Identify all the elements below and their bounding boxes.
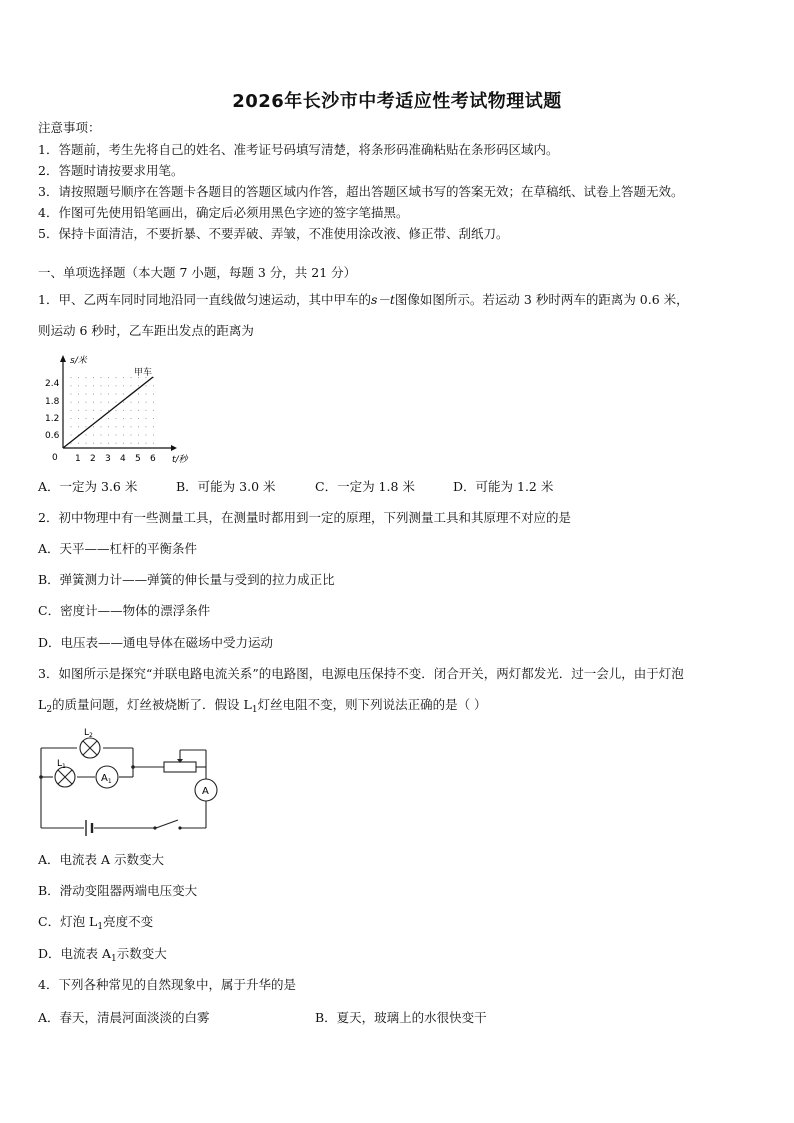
q3-text: 灯丝电阻不变，则下列说法正确的是（ ） [257,697,487,712]
switch-contact [153,826,156,829]
question-2-stem: 2．初中物理中有一些测量工具，在测量时都用到一定的原理，下列测量工具和其原理不对应的是 [38,510,571,525]
l1-label-sub: 1 [62,763,66,770]
note-item: 1．答题前，考生先将自己的姓名、准考证号码填写清楚，将条形码准确粘贴在条形码区域内。 [38,142,559,157]
q3-opt-text: C．灯泡 L [38,914,98,929]
q2-option-d: D．电压表——通电导体在磁场中受力运动 [38,635,274,650]
y-tick-label: 0.6 [45,431,60,441]
note-item: 4．作图可先使用铅笔画出，确定后必须用黑色字迹的签字笔描黑。 [38,205,409,220]
q4-option-a: A．春天，清晨河面淡淡的白雾 [38,1010,210,1025]
question-3-stem-line1: 3．如图所示是探究“并联电路电流关系”的电路图，电源电压保持不变．闭合开关，两灯都发光．过一会儿，由于灯泡 [38,666,684,681]
question-1-stem-line2: 则运动 6 秒时，乙车距出发点的距离为 [38,323,254,338]
switch-contact [178,826,181,829]
l1-label [57,759,66,770]
l2-label-sub: 2 [89,732,93,739]
y-axis-arrow [60,355,66,362]
q3-text: 的质量问题，灯丝被烧断了．假设 L [52,697,252,712]
q1-st-symbol: s－t [370,292,395,307]
a1-label [101,773,112,785]
x-tick-label: 1 [75,454,81,464]
x-axis-arrow [171,445,177,451]
junction-dot [131,765,135,769]
q1-option-a: A．一定为 3.6 米 [38,479,138,494]
question-3-stem-line2 [38,697,487,718]
q3-option-d [38,946,167,967]
rheostat-body [164,762,196,772]
section-heading: 一、单项选择题（本大题 7 小题，每题 3 分，共 21 分） [38,265,357,280]
x-tick-label: 2 [90,454,96,464]
q1-option-c: C．一定为 1.8 米 [315,479,415,494]
a-label: A [202,786,209,797]
note-item: 3．请按照题号顺序在答题卡各题目的答题区域内作答，超出答题区域书写的答案无效；在草稿纸、试卷上答题无效。 [38,184,684,199]
q4-option-b: B．夏天，玻璃上的水很快变干 [315,1010,487,1025]
q3-opt-subscript: 1 [97,922,104,932]
y-tick-label: 2.4 [45,379,60,389]
a1-label-sub: 1 [107,778,112,785]
q2-option-a: A．天平——杠杆的平衡条件 [38,541,198,556]
q2-option-c: C．密度计——物体的漂浮条件 [38,603,211,618]
a1-label-text: A [101,773,108,784]
q2-option-b: B．弹簧测力计——弹簧的伸长量与受到的拉力成正比 [38,572,335,587]
q1-option-d: D．可能为 1.2 米 [453,479,554,494]
switch-lever [156,820,178,828]
q3-opt-text: 亮度不变 [103,914,154,929]
x-tick-label: 5 [135,454,141,464]
y-tick-label: 1.8 [45,397,60,407]
y-axis-label: s/米 [70,356,87,366]
q1-stem-part: 1．甲、乙两车同时同地沿同一直线做匀速运动，其中甲车的 [38,292,371,307]
q3-opt-subscript: 1 [111,954,117,964]
st-graph [40,352,200,468]
question-4-stem: 4．下列各种常见的自然现象中，属于升华的是 [38,977,296,992]
q3-option-c [38,914,153,935]
l2-label-text: L [84,728,90,738]
note-item: 5．保持卡面清洁，不要折暴、不要弄破、弄皱，不准使用涂改液、修正带、刮纸刀。 [38,226,509,241]
notes-header: 注意事项： [38,120,101,135]
l2-label [84,728,93,739]
q3-subscript: 2 [46,705,53,715]
circuit-diagram [36,724,220,836]
x-axis-label: t/秒 [172,455,188,465]
note-item: 2．答题时请按要求用笔。 [38,163,184,178]
q3-text: L [38,697,47,712]
q3-opt-text: D．电流表 A [38,946,112,961]
x-tick-label: 6 [150,454,156,464]
x-tick-label: 4 [120,454,126,464]
junction-dot [39,775,43,779]
origin-label: 0 [52,453,58,463]
line-label: 甲车 [134,368,153,378]
q3-option-b: B．滑动变阻器两端电压变大 [38,883,198,898]
q3-subscript: 1 [251,705,258,715]
q3-option-a: A．电流表 A 示数变大 [38,852,165,867]
y-tick-label: 1.2 [45,414,60,424]
l1-label-text: L [57,759,63,769]
q1-stem-part: 图像如图所示。若运动 3 秒时两车的距离为 0.6 米， [394,292,689,307]
x-tick-label: 3 [105,454,111,464]
question-1-stem [38,292,689,308]
page-title: 2026年长沙市中考适应性考试物理试题 [232,91,562,112]
q1-option-b: B．可能为 3.0 米 [176,479,276,494]
q3-opt-text: 示数变大 [116,946,167,961]
